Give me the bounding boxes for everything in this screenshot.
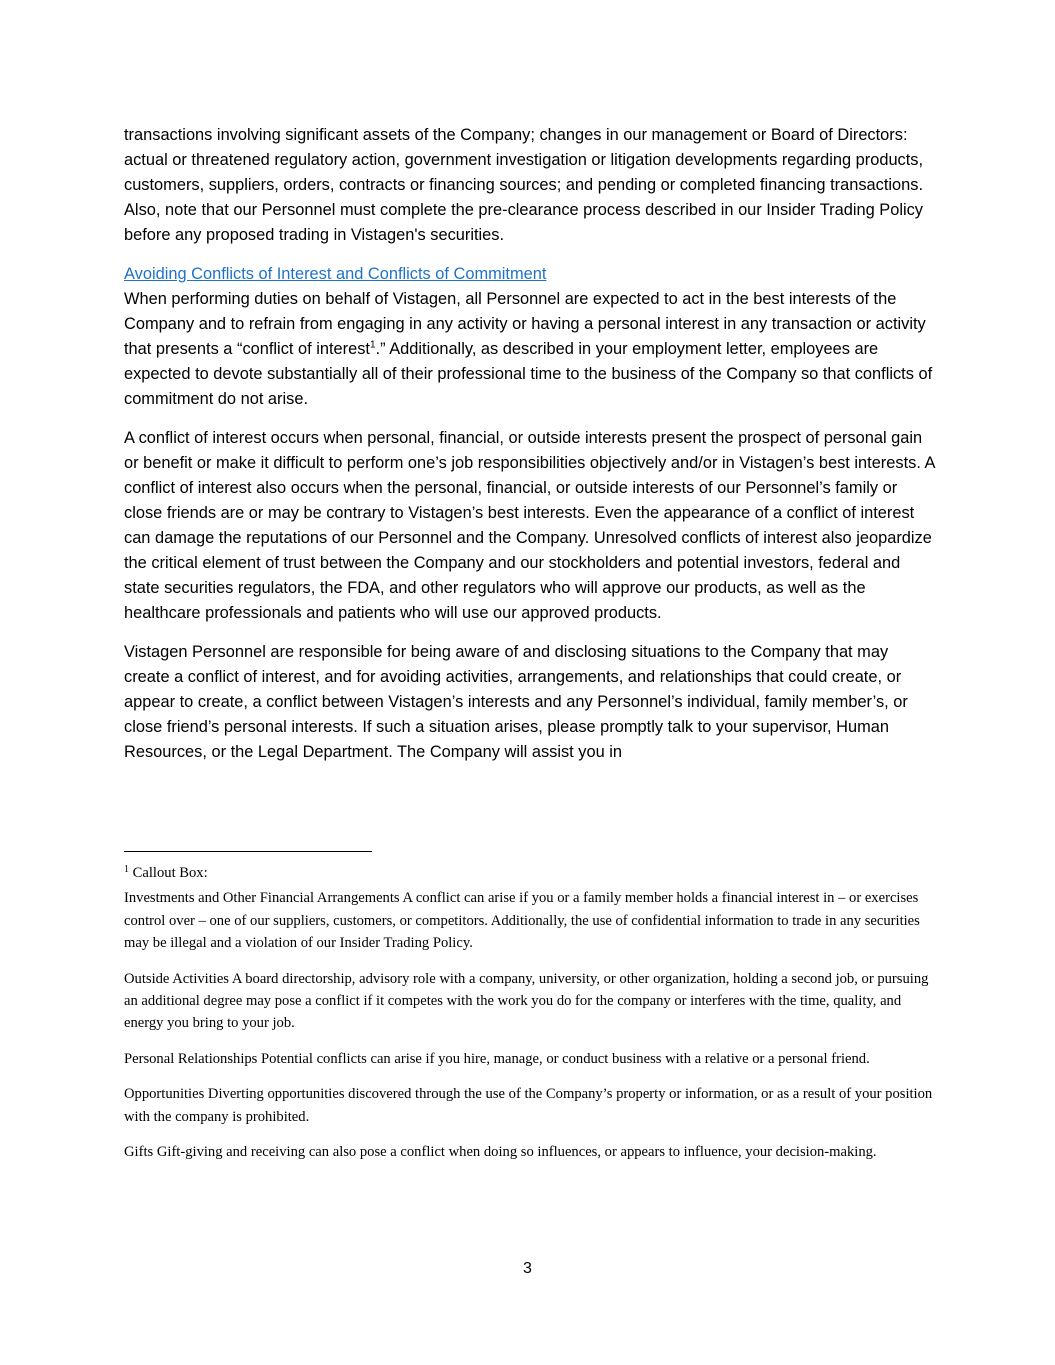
footnote-item-label: Gifts	[124, 1144, 154, 1161]
footnote-item-label: Personal Relationships	[124, 1050, 258, 1067]
paragraph-personnel-responsibility: Vistagen Personnel are responsible for being aware of and disclosing situations to the Company that may create a conflict of interest, and for avoiding activities, arrangements, and relationships that could create, or appear to create, a conflict between Vistagen’s interests and any Personnel’s individual, family member’s, or close friend’s personal interests. If such a situation arises, please promptly talk to your supervisor, Human Resources, or the Legal Department. The Company will assist you in	[124, 643, 908, 761]
footnote-item-text: Potential conflicts can arise if you hire, manage, or conduct business with a relative or a personal friend.	[261, 1050, 870, 1067]
footnote-item-label: Investments and Other Financial Arrangements	[124, 890, 400, 907]
conflicts-of-interest-link[interactable]: Avoiding Conflicts of Interest and Conflicts of Commitment	[124, 265, 547, 283]
footnote-item	[124, 968, 936, 1035]
footnote-item	[124, 887, 936, 954]
paragraph-insider-trading: transactions involving significant assets of the Company; changes in our management or Board of Directors: actual or threatened regulatory action, government investigation or litigation developments regarding products, customers, suppliers, orders, contracts or financing sources; and pending or completed financing transactions. Also, note that our Personnel must complete the pre-clearance process described in our Insider Trading Policy before any proposed trading in Vistagen's securities.	[124, 126, 924, 244]
footnote-item-text: A board directorship, advisory role with a company, university, or other organization, holding a second job, or pursuing an additional degree may pose a conflict if it competes with the work you do for the company or interferes with the time, quality, and energy you bring to your job.	[124, 970, 929, 1032]
footnote-item-label: Opportunities	[124, 1086, 205, 1103]
footnote-item	[124, 1141, 936, 1163]
footnote-item-label: Outside Activities	[124, 970, 229, 987]
footnote-item-text: Gift-giving and receiving can also pose a conflict when doing so influences, or appears to influence, your decision-making.	[156, 1144, 877, 1161]
footnote-reference[interactable]: 1	[369, 339, 376, 351]
footnote-title	[124, 862, 936, 884]
paragraph-conflicts-intro-end: .” Additionally, as described in your employment letter, employees are expected to devote substantially all of their professional time to the business of the Company so that conflicts of commitment do not arise.	[124, 340, 933, 408]
footnote-callout-box	[124, 862, 936, 1176]
main-body	[124, 123, 936, 779]
footnote-separator	[124, 851, 372, 852]
paragraph-conflicts-intro	[124, 287, 936, 412]
footnote-title-text: Callout Box:	[132, 865, 208, 881]
page-number: 3	[523, 1260, 532, 1277]
footnote-item	[124, 1048, 936, 1070]
footnote-item-text: Diverting opportunities discovered through the use of the Company’s property or information, or as a result of your position with the company is prohibited.	[124, 1086, 933, 1125]
paragraph-conflict-definition: A conflict of interest occurs when personal, financial, or outside interests present the prospect of personal gain or benefit or make it difficult to perform one’s job responsibilities objectively and/or in Vistagen’s best interests. A conflict of interest also occurs when the personal, financial, or outside interests of our Personnel’s family or close friends are or may be contrary to Vistagen’s best interests. Even the appearance of a conflict of interest can damage the reputations of our Personnel and the Company. Unresolved conflicts of interest also jeopardize the critical element of trust between the Company and our stockholders and potential investors, federal and state securities regulators, the FDA, and other regulators who will approve our products, as well as the healthcare professionals and patients who will use our approved products.	[124, 429, 935, 622]
footnote-number: 1	[124, 864, 129, 875]
footnote-item	[124, 1083, 936, 1128]
footnote-item-text: A conflict can arise if you or a family member holds a financial interest in – or exercises control over – one of our suppliers, customers, or competitors. Additionally, the use of confidential information to trade in any securities may be illegal and a violation of our Insider Trading Policy.	[124, 890, 920, 952]
paragraph-conflicts-intro-text: When performing duties on behalf of Vistagen, all Personnel are expected to act in the best interests of the Company and to refrain from engaging in any activity or having a personal interest in any transaction or activity that presents a “conflict of interest	[124, 290, 926, 358]
